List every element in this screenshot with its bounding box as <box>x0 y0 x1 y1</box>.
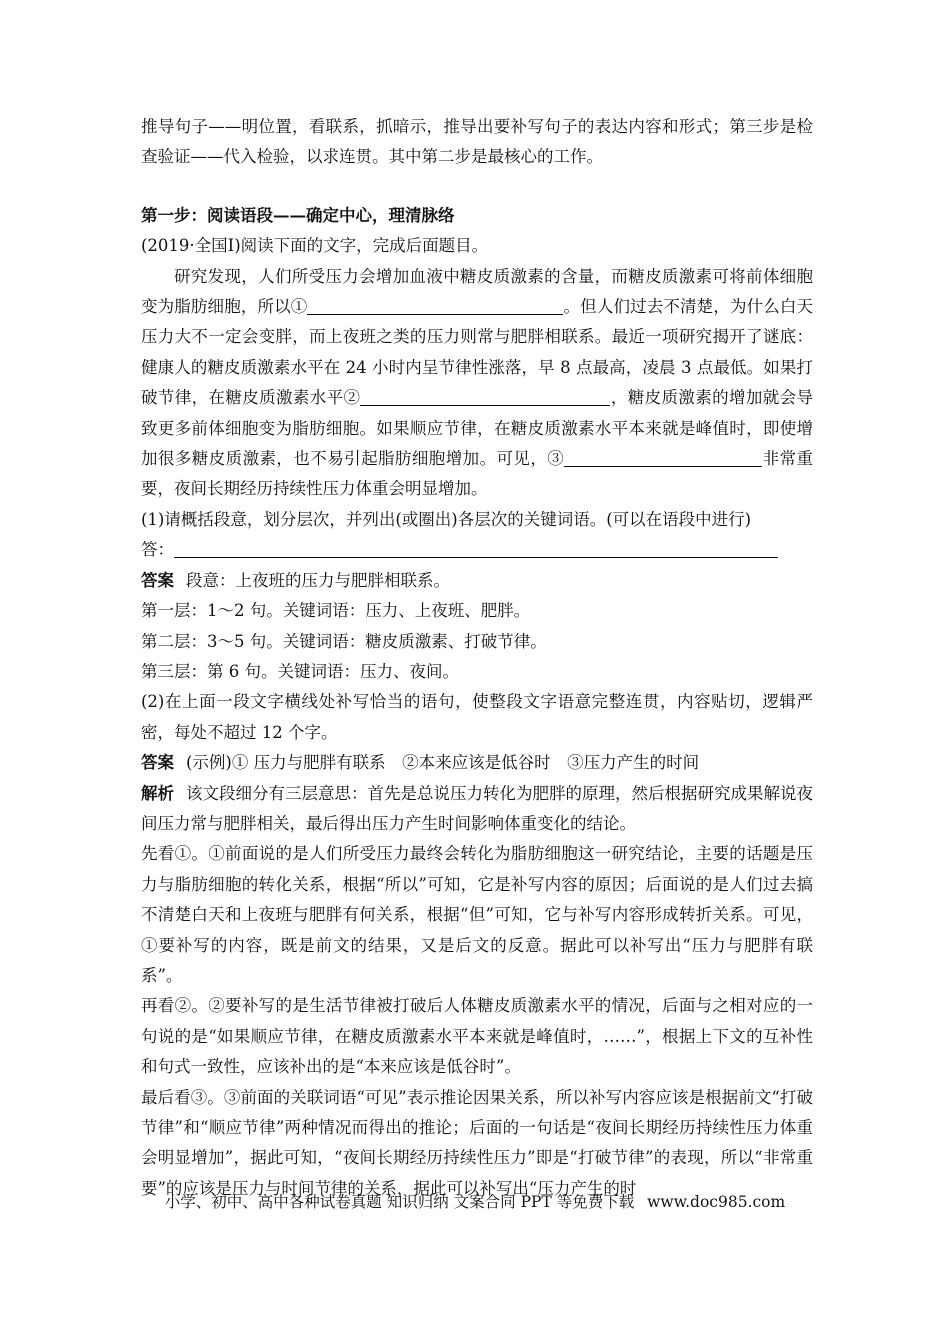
analysis-point-3: 最后看③。③前面的关联词语“可见”表示推论因果关系，所以补写内容应该是根据前文“打破节律”和“顺应节律”两种情况而得出的推论；后面的一句话是“夜间长期经历持续性压力体重会明显增加”，据此可知，“夜间长期经历持续性压力”即是“打破节律”的表现，所以“非常重要”的应该是压力与时间节律的关系，据此可以补写出“压力产生的时 <box>141 1087 813 1198</box>
reading-passage <box>141 262 813 505</box>
analysis-text: 该文段细分有三层意思：首先是总说压力转化为肥胖的原理，然后根据研究成果解说夜间压力常与肥胖相关，最后得出压力产生时间影响体重变化的结论。 <box>141 783 813 833</box>
question-2: (2)在上面一段文字横线处补写恰当的语句，使整段文字语意完整连贯，内容贴切，逻辑严密，每处不超过 12 个字。 <box>141 692 813 742</box>
layer-3: 第三层：第 6 句。关键词语：压力、夜间。 <box>141 661 459 681</box>
source-line: (2019·全国Ⅰ)阅读下面的文字，完成后面题目。 <box>141 236 489 256</box>
page-content <box>141 112 813 1204</box>
analysis-point-1: 先看①。①前面说的是人们所受压力最终会转化为脂肪细胞这一研究结论，主要的话题是压力与脂肪细胞的转化关系，根据“所以”可知，它是补写内容的原因；后面说的是人们过去搞不清楚白天和上夜班与肥胖有何关系，根据“但”可知，它与补写内容形成转折关系。可见，①要补写的内容，既是前文的结果，又是后文的反意。据此可以补写出“压力与肥胖有联系”。 <box>141 844 813 985</box>
analysis-paragraph <box>141 779 813 840</box>
passage-segment-3: ，糖皮质激素的增加就会导致更多前体细胞变为脂肪细胞。如果顺应节律，在糖皮质激素水平本来就是峰值时，即使增加很多糖皮质激素，也不易引起脂肪细胞增加。可见，③ <box>141 388 814 469</box>
question-1: (1)请概括段意，划分层次，并列出(或圈出)各层次的关键词语。(可以在语段中进行) <box>141 509 752 529</box>
answer-prefix: 答： <box>141 540 174 560</box>
blank-3[interactable] <box>564 448 762 467</box>
passage-segment-2: 。但人们过去不清楚，为什么白天压力大不一定会变胖，而上夜班之类的压力则常与肥胖相联系。最近一项研究揭开了谜底：健康人的糖皮质激素水平在 24 小时内呈节律性涨落，早 8 点最高，凌晨 3 点最低。如果打破节律，在糖皮质激素水平② <box>141 297 814 408</box>
passage-segment-1: 研究发现，人们所受压力会增加血液中糖皮质激素的含量，而糖皮质激素可将前体细胞变为脂肪细胞，所以① <box>141 266 813 317</box>
footer-url[interactable]: www.doc985.com <box>647 1193 786 1211</box>
answer-blank[interactable] <box>174 539 778 558</box>
analysis-point-2: 再看②。②要补写的是生活节律被打破后人体糖皮质激素水平的情况，后面与之相对应的一句说的是“如果顺应节律，在糖皮质激素水平本来就是峰值时，……”，根据上下文的互补性和句式一致性，应该补出的是“本来应该是低谷时”。 <box>141 996 813 1077</box>
analysis-label: 解析 <box>141 783 174 803</box>
section-gap <box>141 173 813 201</box>
page-footer <box>0 1190 950 1214</box>
blank-1[interactable] <box>307 296 563 315</box>
blank-2[interactable] <box>360 387 610 406</box>
question-2-answer <box>141 748 813 778</box>
question-1-answer-line <box>141 535 813 565</box>
layer-1: 第一层：1～2 句。关键词语：压力、上夜班、肥胖。 <box>141 601 531 621</box>
answer-text: 段意：上夜班的压力与肥胖相联系。 <box>186 570 450 590</box>
intro-paragraph: 推导句子——明位置，看联系，抓暗示，推导出要补写句子的表达内容和形式；第三步是检查验证——代入检验，以求连贯。其中第二步是最核心的工作。 <box>141 117 813 167</box>
question-1-answer <box>141 566 813 596</box>
layer-2: 第二层：3～5 句。关键词语：糖皮质激素、打破节律。 <box>141 631 547 651</box>
footer-text: 小学、初中、高中各种试卷真题 知识归纳 文案合同 PPT 等免费下载 <box>164 1193 635 1211</box>
answer-label: 答案 <box>141 570 174 590</box>
step1-heading: 第一步：阅读语段——确定中心，理清脉络 <box>141 205 455 225</box>
passage-segment-4: 非常重要，夜间长期经历持续性压力体重会明显增加。 <box>141 449 814 499</box>
answer-label: 答案 <box>141 753 174 773</box>
answer-text: (示例)① 压力与肥胖有联系 ②本来应该是低谷时 ③压力产生的时间 <box>186 753 700 773</box>
